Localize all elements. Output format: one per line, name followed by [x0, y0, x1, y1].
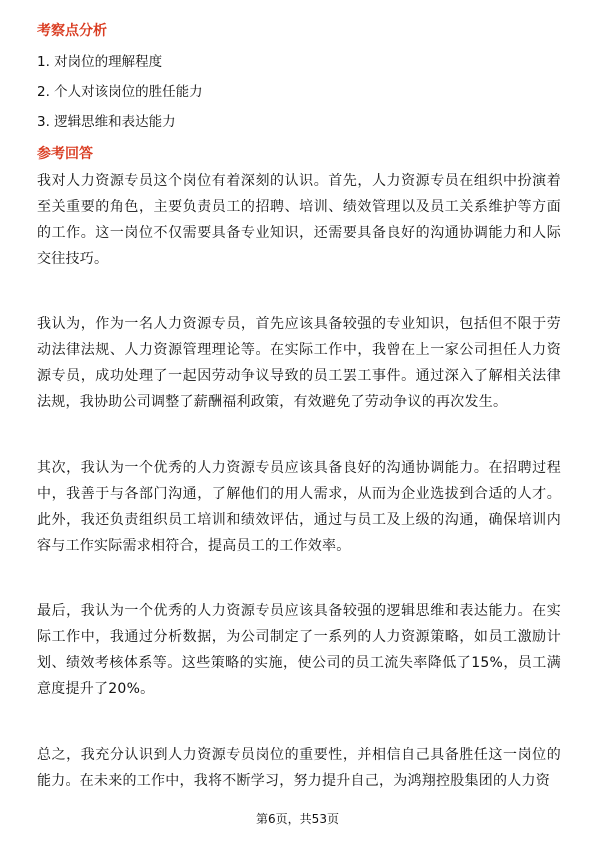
answer-paragraph-4: 最后，我认为一个优秀的人力资源专员应该具备较强的逻辑思维和表达能力。在实际工作中，我通过分析数据，为公司制定了一系列的人力资源策略，如员工激励计划、绩效考核体系等。这些策略的实施，使公司的员工流失率降低了15%，员工满意度提升了20%。 — [37, 603, 561, 697]
answer-paragraph-5: 总之，我充分认识到人力资源专员岗位的重要性，并相信自己具备胜任这一岗位的能力。在未来的工作中，我将不断学习，努力提升自己，为鸿翔控股集团的人力资 — [37, 747, 561, 789]
page-number: 第6页，共53页 — [256, 812, 339, 826]
analysis-point-3: 3. 逻辑思维和表达能力 — [37, 114, 176, 130]
analysis-heading: 考察点分析 — [37, 23, 107, 39]
analysis-point-1: 1. 对岗位的理解程度 — [37, 54, 163, 70]
analysis-point-2: 2. 个人对该岗位的胜任能力 — [37, 84, 203, 100]
answer-heading: 参考回答 — [37, 146, 93, 162]
answer-paragraph-1: 我对人力资源专员这个岗位有着深刻的认识。首先，人力资源专员在组织中扮演着至关重要的角色，主要负责员工的招聘、培训、绩效管理以及员工关系维护等方面的工作。这一岗位不仅需要具备专业知识，还需要具备良好的沟通协调能力和人际交往技巧。 — [37, 173, 561, 267]
answer-paragraph-2: 我认为，作为一名人力资源专员，首先应该具备较强的专业知识，包括但不限于劳动法律法规、人力资源管理理论等。在实际工作中，我曾在上一家公司担任人力资源专员，成功处理了一起因劳动争议导致的员工罢工事件。通过深入了解相关法律法规，我协助公司调整了薪酬福利政策，有效避免了劳动争议的再次发生。 — [37, 316, 561, 410]
answer-paragraph-3: 其次，我认为一个优秀的人力资源专员应该具备良好的沟通协调能力。在招聘过程中，我善于与各部门沟通，了解他们的用人需求，从而为企业选拔到合适的人才。此外，我还负责组织员工培训和绩效评估，通过与员工及上级的沟通，确保培训内容与工作实际需求相符合，提高员工的工作效率。 — [37, 460, 561, 554]
